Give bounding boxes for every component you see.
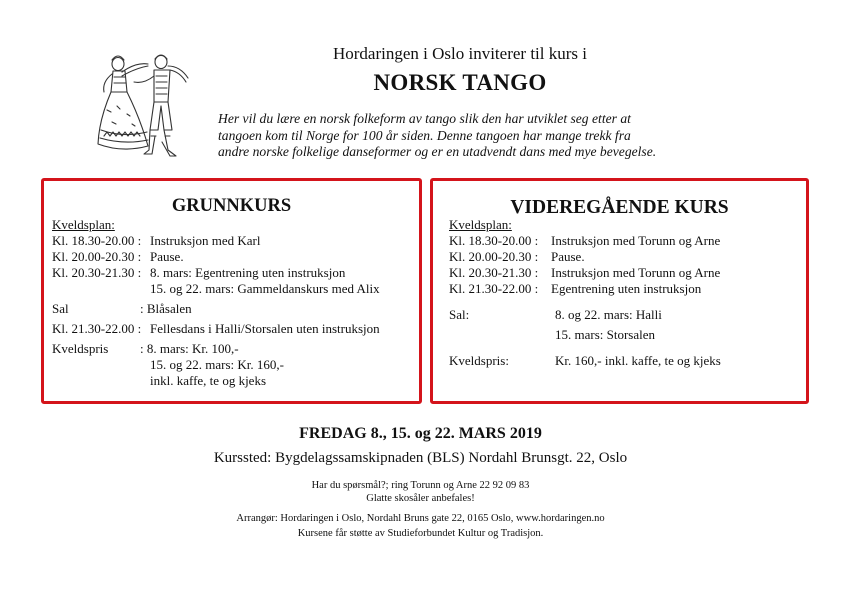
page-title: NORSK TANGO [373,70,547,95]
schedule-time: Kl. 18.30-20.00 : [52,233,142,248]
schedule-text: Instruksjon med Torunn og Arne [551,233,721,248]
price-value: Kr. 160,- inkl. kaffe, te og kjeks [555,353,721,368]
videregaende-box [430,178,809,404]
schedule-row [52,249,422,265]
venue-line: Kurssted: Bygdelagssamskipnaden (BLS) Nordahl Brunsgt. 22, Oslo [213,450,628,466]
schedule-row [52,233,422,249]
sal-label: Sal: [449,307,470,322]
sal-row [449,307,804,323]
schedule-time: Kl. 20.00-20.30 : [449,249,539,264]
schedule-text: 15. og 22. mars: Gammeldanskurs med Alix [150,281,380,296]
price-label: Kveldspris [52,341,109,356]
organizer-line: Arrangør: Hordaringen i Oslo, Nordahl Bruns gate 22, 0165 Oslo, www.hordaringen.no [236,513,605,524]
grunnkurs-box [41,178,422,404]
schedule-text: 8. mars: Egentrening uten instruksjon [150,265,346,280]
dancing-couple-icon [92,50,197,162]
intro-text [218,111,698,161]
support-line: Kursene får støtte av Studieforbundet Kultur og Tradisjon. [297,528,544,539]
invite-line: Hordaringen i Oslo inviterer til kurs i [332,44,587,63]
grunnkurs-title: GRUNNKURS [171,196,292,216]
price-row [52,373,422,389]
schedule-text: Instruksjon med Karl [150,233,261,248]
course-dates: FREDAG 8., 15. og 22. MARS 2019 [299,425,542,442]
schedule-time: Kl. 20.30-21.30 : [449,265,539,280]
late-text: Fellesdans i Halli/Storsalen uten instruksjon [150,321,380,336]
price-row [52,341,422,357]
schedule-row [52,265,422,281]
sal-row [52,301,422,317]
videregaende-title: VIDEREGÅENDE KURS [510,197,729,218]
grunnkurs-schedule [52,217,422,389]
questions-line: Har du spørsmål?; ring Torunn og Arne 22 92 09 83 [311,480,530,491]
intro-line: Her vil du lære en norsk folkeform av tango slik den har utviklet seg etter at [218,111,631,126]
price-row [52,357,422,373]
schedule-time: Kl. 20.00-20.30 : [52,249,142,264]
schedule-row [52,281,422,297]
sal-label: Sal [52,301,69,316]
plan-label: Kveldsplan: [449,217,512,232]
price-row [449,353,804,369]
schedule-row [449,233,804,249]
late-row [52,321,422,337]
price-label: Kveldspris: [449,353,509,368]
price-line: 15. og 22. mars: Kr. 160,- [150,357,284,372]
intro-line: andre norske folkelige danseformer og er en utadvendt dans med mye bevegelse. [218,144,657,159]
sal-line: 15. mars: Storsalen [555,327,656,342]
schedule-row [449,281,804,297]
schedule-row [449,249,804,265]
sal-row [449,327,804,343]
sal-line: 8. og 22. mars: Halli [555,307,662,322]
shoes-line: Glatte skosåler anbefales! [366,493,475,504]
plan-label: Kveldsplan: [52,217,115,232]
schedule-text: Pause. [150,249,184,264]
schedule-time: Kl. 21.30-22.00 : [449,281,539,296]
sal-value: : Blåsalen [140,301,192,316]
schedule-text: Pause. [551,249,585,264]
late-time: Kl. 21.30-22.00 : [52,321,142,336]
schedule-time: Kl. 20.30-21.30 : [52,265,142,280]
schedule-time [52,281,150,297]
price-line: : 8. mars: Kr. 100,- [140,341,239,356]
schedule-text: Instruksjon med Torunn og Arne [551,265,721,280]
price-line: inkl. kaffe, te og kjeks [150,373,267,388]
videregaende-schedule [449,217,804,369]
intro-line: tangoen kom til Norge for 100 år siden. Denne tangoen har mange trekk fra [218,127,631,143]
schedule-text: Egentrening uten instruksjon [551,281,702,296]
schedule-row [449,265,804,281]
schedule-time: Kl. 18.30-20.00 : [449,233,539,248]
